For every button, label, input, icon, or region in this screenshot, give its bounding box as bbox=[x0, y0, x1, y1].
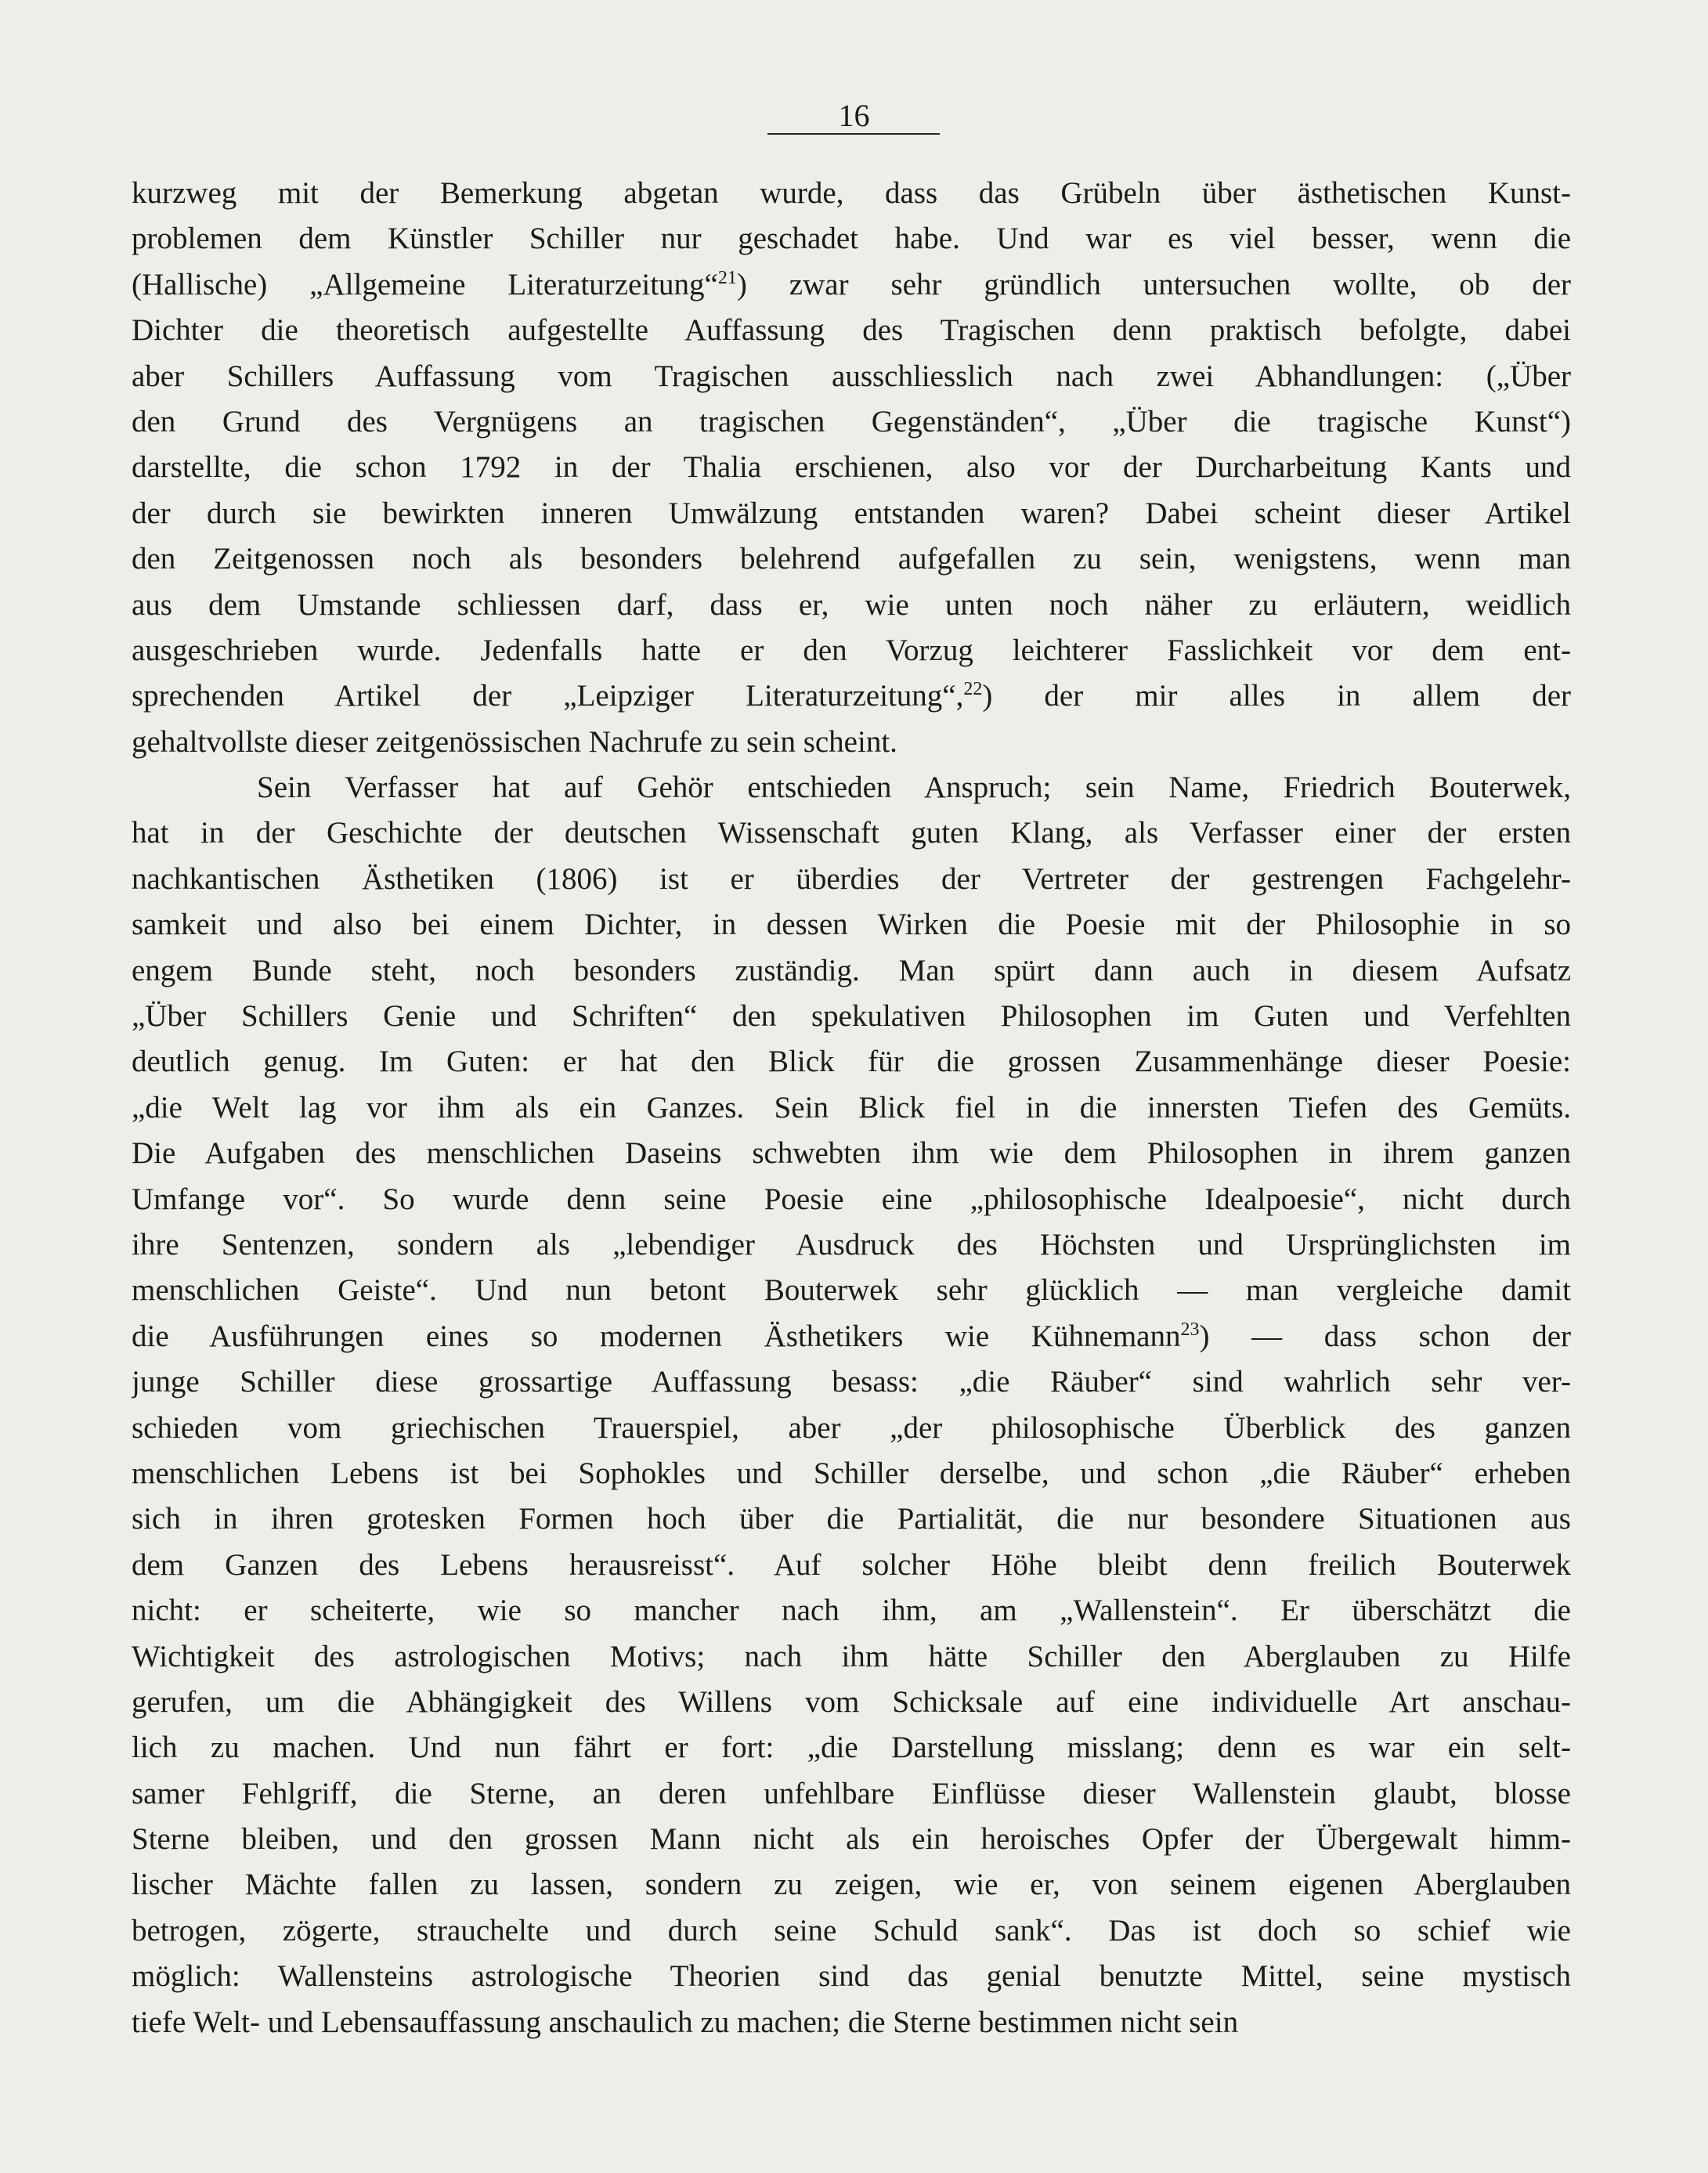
body-text bbox=[132, 171, 1571, 2045]
text-line: die Ausführungen eines so modernen Ästhetikers wie Kühnemann$^{23}$) — dass schon der bbox=[132, 1319, 1571, 1353]
text-line: möglich: Wallensteins astrologische Theorien sind das genial benutzte Mittel, seine mystisch bbox=[132, 1959, 1571, 1994]
text-line: sprechenden Artikel der „Leipziger Literaturzeitung“,$^{22}$) der mir alles in allem der bbox=[132, 679, 1571, 713]
text-line: schieden vom griechischen Trauerspiel, aber „der philosophische Überblick des ganzen bbox=[132, 1410, 1571, 1445]
paragraph bbox=[132, 765, 1571, 2045]
text-line: nachkantischen Ästhetiken (1806) ist er überdies der Vertreter der gestrengen Fachgelehr- bbox=[132, 861, 1571, 896]
text-line: menschlichen Geiste“. Und nun betont Bouterwek sehr glücklich — man vergleiche damit bbox=[132, 1273, 1571, 1308]
text-line: Die Aufgaben des menschlichen Daseins schwebten ihm wie dem Philosophen in ihrem ganzen bbox=[132, 1136, 1571, 1171]
page-number: 16 bbox=[838, 98, 870, 133]
text-line: ausgeschrieben wurde. Jedenfalls hatte er den Vorzug leichterer Fasslichkeit vor dem ent- bbox=[132, 633, 1571, 667]
text-line: sich in ihren grotesken Formen hoch über die Partialität, die nur besondere Situationen aus bbox=[132, 1502, 1571, 1536]
text-line: problemen dem Künstler Schiller nur geschadet habe. Und war es viel besser, wenn die bbox=[132, 222, 1571, 256]
text-line: engem Bunde steht, noch besonders zuständig. Man spürt dann auch in diesem Aufsatz bbox=[132, 953, 1571, 987]
page-number-rule bbox=[767, 133, 940, 135]
text-line: Wichtigkeit des astrologischen Motivs; nach ihm hätte Schiller den Aberglauben zu Hilfe bbox=[132, 1639, 1571, 1673]
text-line: samer Fehlgriff, die Sterne, an deren unfehlbare Einflüsse dieser Wallenstein glaubt, blosse bbox=[132, 1776, 1571, 1810]
text-line: Sterne bleiben, und den grossen Mann nicht als ein heroisches Opfer der Übergewalt himm- bbox=[132, 1822, 1571, 1857]
text-line: „Über Schillers Genie und Schriften“ den spekulativen Philosophen im Guten und Verfehlten bbox=[132, 999, 1571, 1034]
text-line: nicht: er scheiterte, wie so mancher nach ihm, am „Wallenstein“. Er überschätzt die bbox=[132, 1594, 1571, 1628]
text-line: gehaltvollste dieser zeitgenössischen Nachrufe zu sein scheint. bbox=[132, 724, 897, 759]
text-line: aber Schillers Auffassung vom Tragischen ausschliesslich nach zwei Abhandlungen: („Über bbox=[132, 359, 1571, 393]
text-line: betrogen, zögerte, strauchelte und durch seine Schuld sank“. Das ist doch so schief wie bbox=[132, 1913, 1571, 1947]
text-line: dem Ganzen des Lebens herausreisst“. Auf solcher Höhe bleibt denn freilich Bouterwek bbox=[132, 1547, 1571, 1582]
text-line: den Grund des Vergnügens an tragischen Gegenständen“, „Über die tragische Kunst“) bbox=[132, 404, 1571, 439]
text-line: deutlich genug. Im Guten: er hat den Blick für die grossen Zusammenhänge dieser Poesie: bbox=[132, 1045, 1571, 1079]
text-line: menschlichen Lebens ist bei Sophokles und Schiller derselbe, und schon „die Räuber“ erheben bbox=[132, 1456, 1571, 1490]
text-line: samkeit und also bei einem Dichter, in dessen Wirken die Poesie mit der Philosophie in so bbox=[132, 908, 1571, 942]
text-line: Dichter die theoretisch aufgestellte Auffassung des Tragischen denn praktisch befolgte, dabei bbox=[132, 313, 1571, 348]
text-line: Sein Verfasser hat auf Gehör entschieden Anspruch; sein Name, Friedrich Bouterwek, bbox=[257, 771, 1571, 805]
text-line: Umfange vor“. So wurde denn seine Poesie eine „philosophische Idealpoesie“, nicht durch bbox=[132, 1182, 1571, 1216]
text-line: lich zu machen. Und nun fährt er fort: „die Darstellung misslang; denn es war ein selt- bbox=[132, 1731, 1571, 1765]
text-line: darstellte, die schon 1792 in der Thalia erschienen, also vor der Durcharbeitung Kants und bbox=[132, 450, 1571, 485]
text-line: gerufen, um die Abhängigkeit des Willens vom Schicksale auf eine individuelle Art anschau- bbox=[132, 1684, 1571, 1719]
text-line: „die Welt lag vor ihm als ein Ganzes. Sein Blick fiel in die innersten Tiefen des Gemüts. bbox=[132, 1090, 1571, 1124]
text-line: junge Schiller diese grossartige Auffassung besass: „die Räuber“ sind wahrlich sehr ver- bbox=[132, 1365, 1571, 1399]
text-line: hat in der Geschichte der deutschen Wissenschaft guten Klang, als Verfasser einer der ersten bbox=[132, 816, 1571, 850]
paragraph bbox=[132, 171, 1571, 765]
text-line: (Hallische) „Allgemeine Literaturzeitung“$^{21}$) zwar sehr gründlich untersuchen wollte, ob der bbox=[132, 267, 1571, 301]
text-line: lischer Mächte fallen zu lassen, sondern zu zeigen, wie er, von seinem eigenen Aberglauben bbox=[132, 1868, 1571, 1902]
text-line: ihre Sentenzen, sondern als „lebendiger Ausdruck des Höchsten und Ursprünglichsten im bbox=[132, 1227, 1571, 1262]
text-line: kurzweg mit der Bemerkung abgetan wurde, dass das Grübeln über ästhetischen Kunst- bbox=[132, 176, 1571, 210]
text-line: der durch sie bewirkten inneren Umwälzung entstanden waren? Dabei scheint dieser Artikel bbox=[132, 496, 1571, 530]
text-line: aus dem Umstande schliessen darf, dass er, wie unten noch näher zu erläutern, weidlich bbox=[132, 587, 1571, 622]
text-line: den Zeitgenossen noch als besonders belehrend aufgefallen zu sein, wenigstens, wenn man bbox=[132, 542, 1571, 576]
text-line: tiefe Welt- und Lebensauffassung anschaulich zu machen; die Sterne bestimmen nicht sein bbox=[132, 2005, 1239, 2039]
